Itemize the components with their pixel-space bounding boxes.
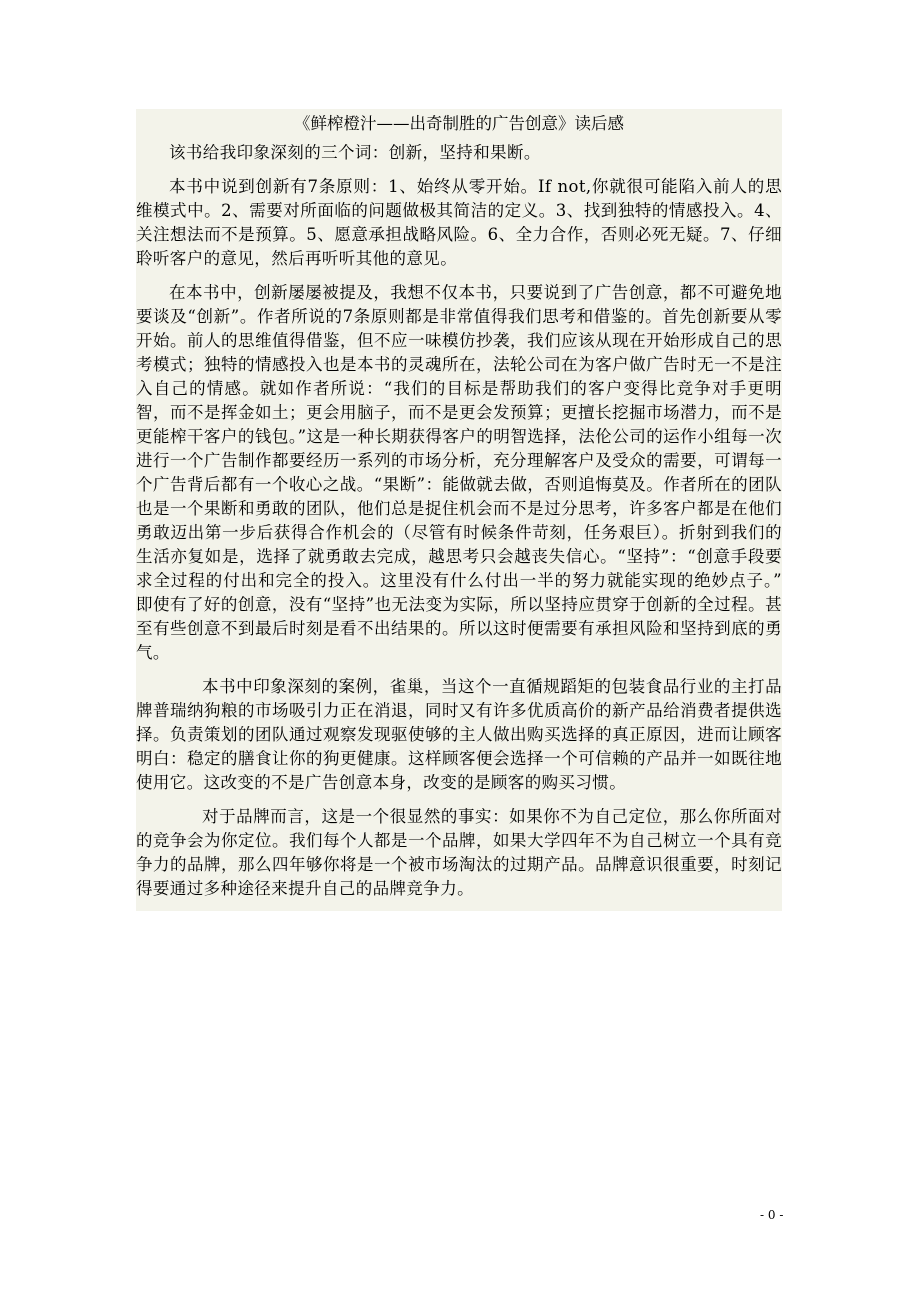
paragraph-branding: 对于品牌而言，这是一个很显然的事实：如果你不为自己定位，那么你所面对的竞争会为你定位。我们每个人都是一个品牌，如果大学四年不为自己树立一个具有竞争力的品牌，那么四年够你将是一个被市场淘汰的过期产品。品牌意识很重要，时刻记得要通过多种途径来提升自己的品牌竞争力。 xyxy=(136,807,782,898)
page-number: - 0 - xyxy=(760,1208,784,1222)
document-body xyxy=(136,109,782,911)
paragraph-innovation: 在本书中，创新屡屡被提及，我想不仅本书，只要说到了广告创意，都不可避免地要谈及“创新”。作者所说的7条原则都是非常值得我们思考和借鉴的。首先创新要从零开始。前人的思维值得借鉴，但不应一味模仿抄袭，我们应该从现在开始形成自己的思考模式；独特的情感投入也是本书的灵魂所在，法轮公司在为客户做广告时无一不是注入自己的情感。就如作者所说：“我们的目标是帮助我们的客户变得比竞争对手更明智，而不是挥金如土；更会用脑子，而不是更会发预算；更擅长挖掘市场潜力，而不是更能榨干客户的钱包。”这是一种长期获得客户的明智选择，法伦公司的运作小组每一次进行一个广告制作都要经历一系列的市场分析，充分理解客户及受众的需要，可谓每一个广告背后都有一个收心之战。“果断”：能做就去做，否则追悔莫及。作者所在的团队也是一个果断和勇敢的团队，他们总是捉住机会而不是过分思考，许多客户都是在他们勇敢迈出第一步后获得合作机会的（尽管有时候条件苛刻，任务艰巨）。折射到我们的生活亦复如是，选择了就勇敢去完成，越思考只会越丧失信心。“坚持”：“创意手段要求全过程的付出和完全的投入。这里没有什么付出一半的努力就能实现的绝妙点子。” 即使有了好的创意，没有“坚持”也无法变为实际，所以坚持应贯穿于创新的全过程。甚至有些创意不到最后时刻是看不出结果的。所以这时便需要有承担风险和坚持到底的勇气。 xyxy=(136,283,782,662)
paragraph-principles: 本书中说到创新有7条原则：1、始终从零开始。If not,你就很可能陷入前人的思维模式中。2、需要对所面临的问题做极其简洁的定义。3、找到独特的情感投入。4、关注想法而不是预算。5、愿意承担战略风险。6、全力合作，否则必死无疑。7、仔细聆听客户的意见，然后再听听其他的意见。 xyxy=(136,177,782,268)
paragraph-case-study: 本书中印象深刻的案例，雀巢，当这个一直循规蹈矩的包装食品行业的主打品牌普瑞纳狗粮的市场吸引力正在消退，同时又有许多优质高价的新产品给消费者提供选择。负责策划的团队通过观察发现驱使够的主人做出购买选择的真正原因，进而让顾客明白：稳定的膳食让你的狗更健康。这样顾客便会选择一个可信赖的产品并一如既往地使用它。这改变的不是广告创意本身，改变的是顾客的购买习惯。 xyxy=(136,677,782,792)
document-title: 《鲜榨橙汁——出奇制胜的广告创意》读后感 xyxy=(294,114,624,133)
paragraph-intro: 该书给我印象深刻的三个词：创新，坚持和果断。 xyxy=(169,143,541,162)
